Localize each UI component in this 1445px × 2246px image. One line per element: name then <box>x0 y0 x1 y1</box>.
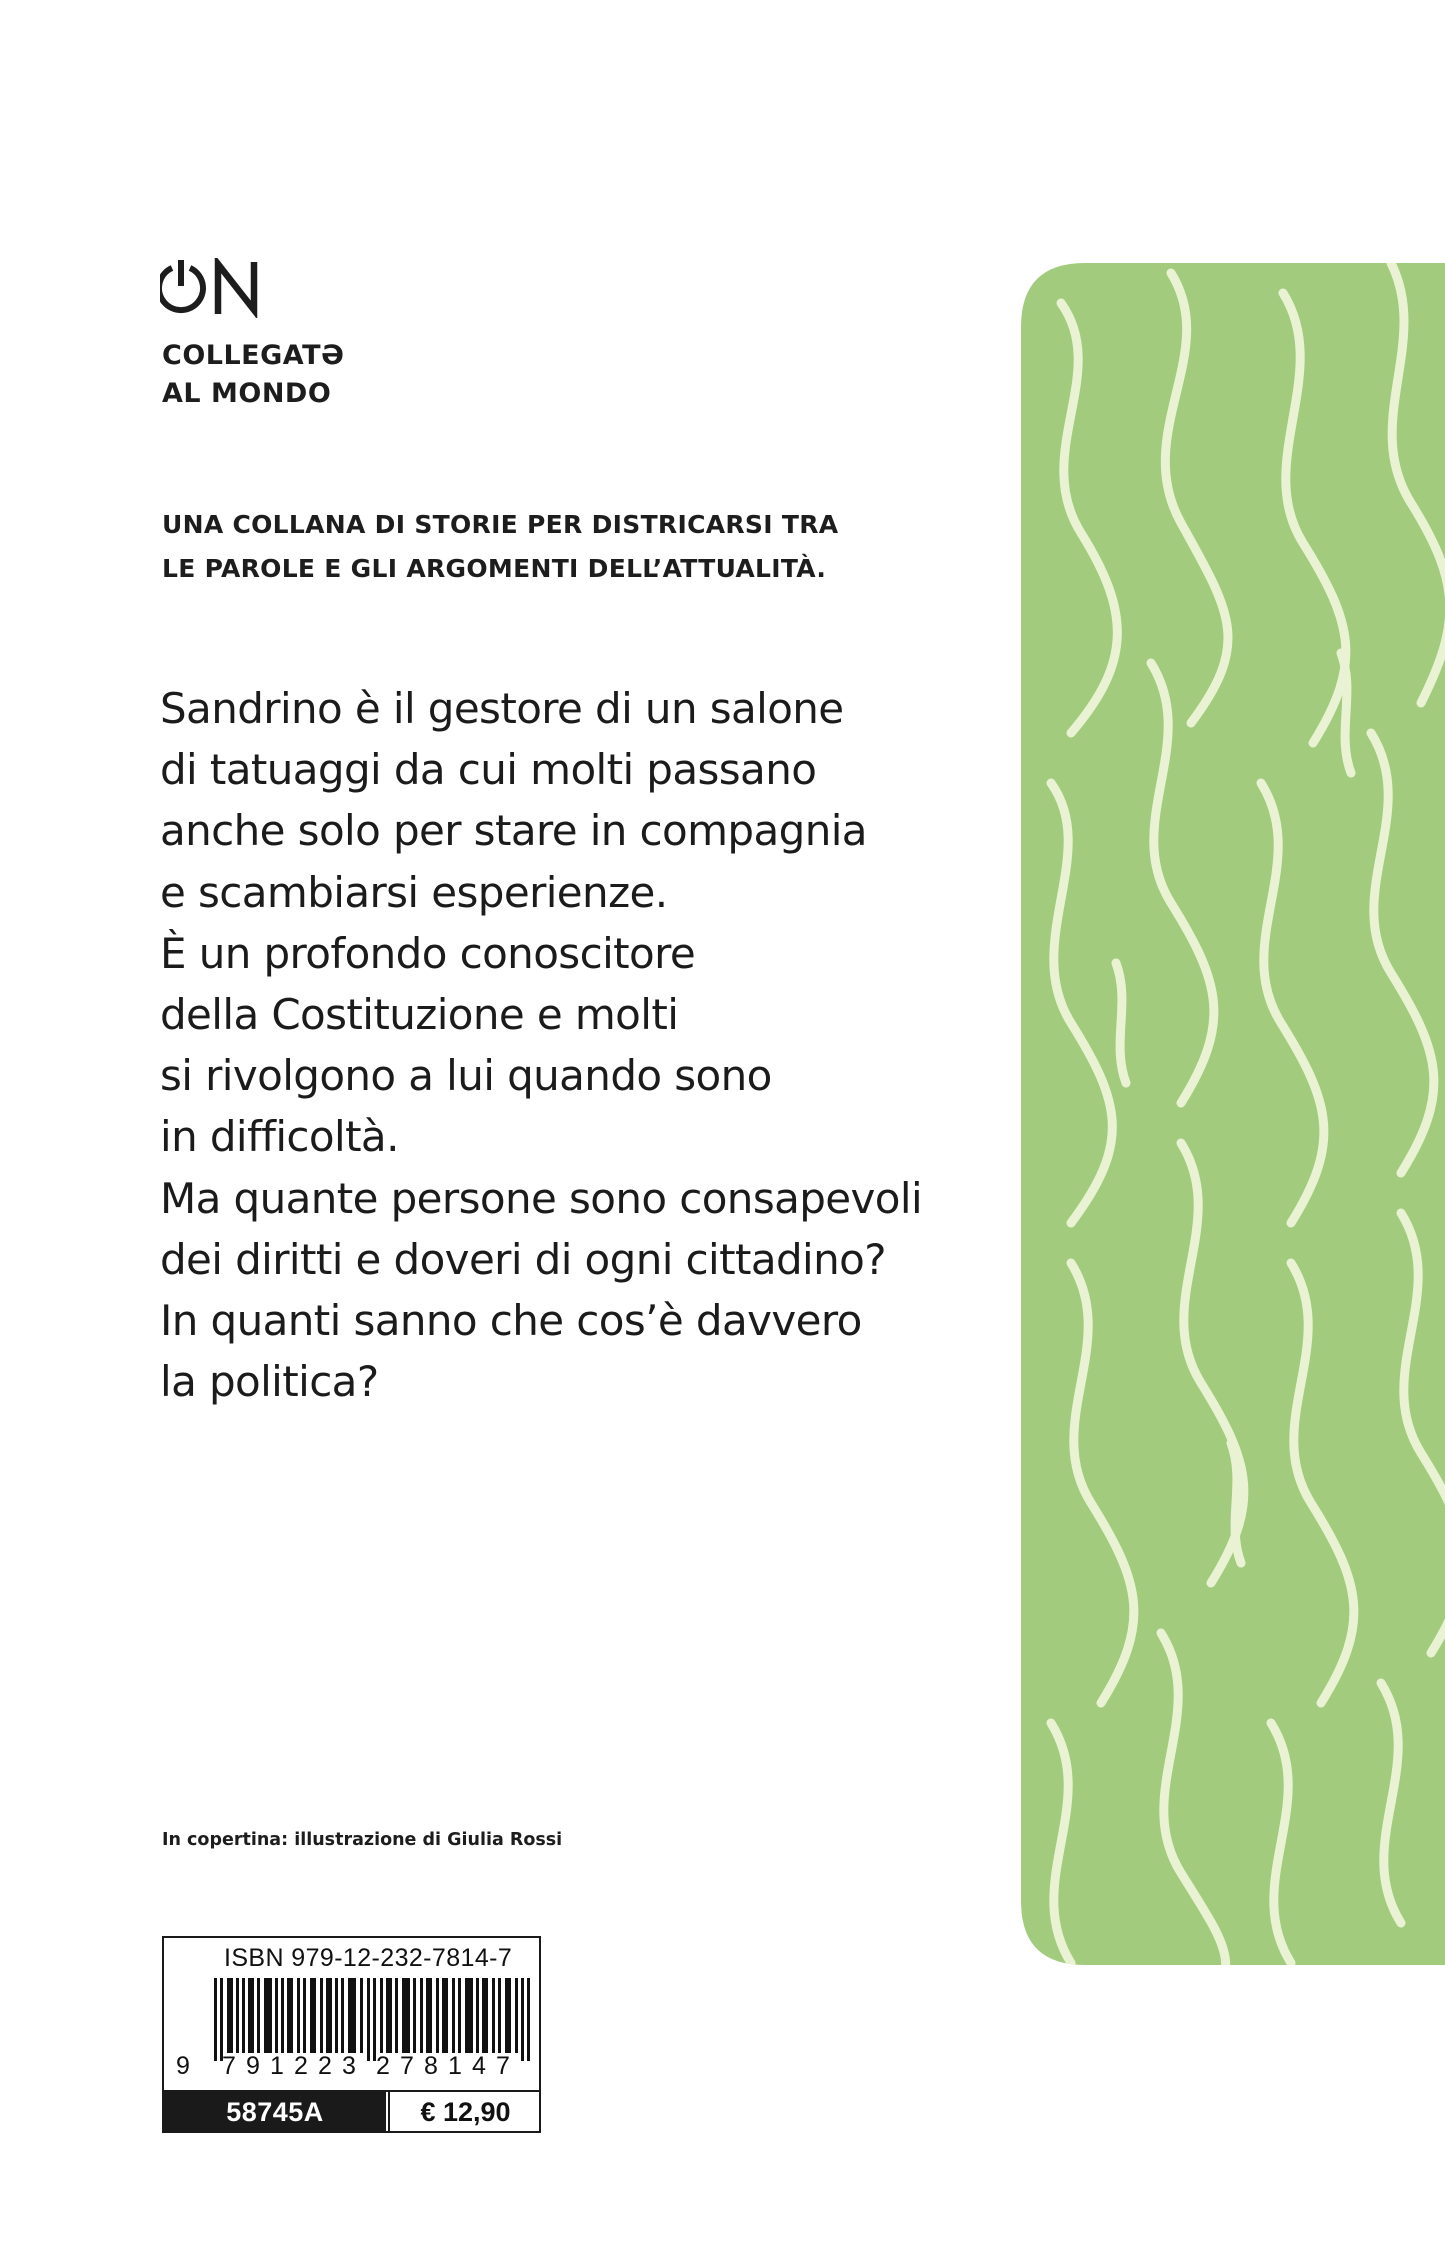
barcode-bars <box>214 1978 530 2061</box>
barcode-digit: 2 <box>376 2052 390 2080</box>
green-wave-panel <box>1021 263 1445 1965</box>
series-name-line: AL MONDO <box>162 378 332 409</box>
barcode-digit: 2 <box>294 2052 308 2080</box>
blurb-line: di tatuaggi da cui molti passano <box>160 745 817 795</box>
barcode-digit: 1 <box>448 2052 462 2080</box>
barcode-digit: 7 <box>496 2052 510 2080</box>
product-code: 58745A <box>164 2092 386 2133</box>
series-description <box>162 503 838 591</box>
blurb-line: della Costituzione e molti <box>160 990 679 1040</box>
barcode-digit: 3 <box>342 2052 356 2080</box>
blurb-line: È un profondo conoscitore <box>160 928 696 978</box>
barcode-digit: 7 <box>400 2052 414 2080</box>
barcode-digit: 2 <box>318 2052 332 2080</box>
barcode-digit: 7 <box>222 2052 236 2080</box>
series-description-line: LE PAROLE E GLI ARGOMENTI DELL’ATTUALITÀ. <box>162 554 827 583</box>
series-description-line: UNA COLLANA DI STORIE PER DISTRICARSI TRA <box>162 510 839 539</box>
blurb-line: In quanti sanno che cos’è davvero <box>160 1296 862 1346</box>
blurb-line: la politica? <box>160 1357 379 1407</box>
barcode-digits <box>176 2052 534 2082</box>
blurb-line: e scambiarsi esperienze. <box>160 867 668 917</box>
blurb-line: Ma quante persone sono consapevoli <box>160 1173 923 1223</box>
blurb-line: si rivolgono a lui quando sono <box>160 1051 772 1101</box>
blurb-line: anche solo per stare in compagnia <box>160 806 867 856</box>
on-logo <box>160 258 264 318</box>
blurb <box>160 678 922 1412</box>
cover-credit: In copertina: illustrazione di Giulia Rossi <box>162 1830 563 1850</box>
barcode-digit: 9 <box>246 2052 260 2080</box>
barcode-digit: 9 <box>176 2052 190 2080</box>
blurb-line: Sandrino è il gestore di un salone <box>160 684 844 733</box>
series-name <box>162 337 344 413</box>
blurb-line: in difficoltà. <box>160 1112 399 1162</box>
barcode-digit: 8 <box>424 2052 438 2080</box>
barcode-digit: 1 <box>270 2052 284 2080</box>
series-name-line: COLLEGATƏ <box>162 340 345 371</box>
price-row <box>164 2090 539 2133</box>
price: € 12,90 <box>388 2092 541 2133</box>
barcode-digit: 4 <box>472 2052 486 2080</box>
isbn-label: ISBN 979-12-232-7814-7 <box>224 1944 513 1972</box>
blurb-line: dei diritti e doveri di ogni cittadino? <box>160 1234 886 1284</box>
barcode-box <box>162 1936 541 2133</box>
